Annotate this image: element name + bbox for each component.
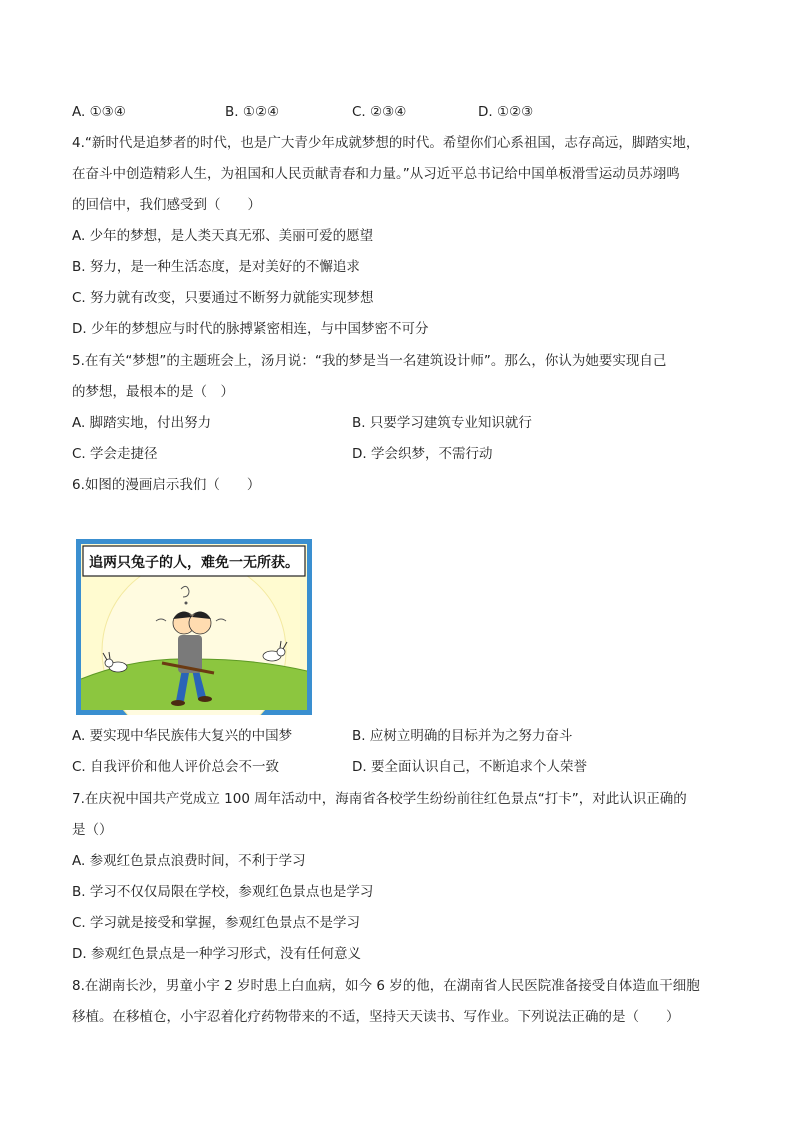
q4-option-b: B. 努力，是一种生活态度，是对美好的不懈追求 xyxy=(72,259,360,275)
q7-option-d: D. 参观红色景点是一种学习形式，没有任何意义 xyxy=(72,946,361,962)
q3-option-b: B. ①②④ xyxy=(225,104,280,120)
q4-stem-line-3: 的回信中，我们感受到（ ） xyxy=(72,197,261,213)
q4-option-a: A. 少年的梦想，是人类天真无邪、美丽可爱的愿望 xyxy=(72,228,374,244)
q4-option-d: D. 少年的梦想应与时代的脉搏紧密相连，与中国梦密不可分 xyxy=(72,321,429,337)
q5-option-d: D. 学会织梦，不需行动 xyxy=(352,446,493,462)
q8-stem-line-2: 移植。在移植仓，小宇忍着化疗药物带来的不适，坚持天天读书、写作业。下列说法正确的是（ ） xyxy=(72,1009,680,1025)
q7-option-a: A. 参观红色景点浪费时间，不利于学习 xyxy=(72,853,306,869)
q6-option-c: C. 自我评价和他人评价总会不一致 xyxy=(72,759,280,775)
q6-option-d: D. 要全面认识自己，不断追求个人荣誉 xyxy=(352,759,587,775)
q7-stem-line-2: 是（） xyxy=(72,822,113,838)
q5-option-c: C. 学会走捷径 xyxy=(72,446,158,462)
q6-option-a: A. 要实现中华民族伟大复兴的中国梦 xyxy=(72,728,293,744)
q8-stem-line-1: 8.在湖南长沙，男童小宇 2 岁时患上白血病，如今 6 岁的他，在湖南省人民医院准备接受自体造血干细胞 xyxy=(72,978,700,994)
q7-option-c: C. 学习就是接受和掌握，参观红色景点不是学习 xyxy=(72,915,361,931)
q3-option-a: A. ①③④ xyxy=(72,104,126,120)
comic-illustration xyxy=(76,539,312,715)
q3-option-d: D. ①②③ xyxy=(478,104,534,120)
q4-stem-line-1: 4.“新时代是追梦者的时代，也是广大青少年成就梦想的时代。希望你们心系祖国，志存高远，脚踏实地， xyxy=(72,135,700,151)
q5-option-b: B. 只要学习建筑专业知识就行 xyxy=(352,415,532,431)
q5-option-a: A. 脚踏实地，付出努力 xyxy=(72,415,212,431)
q4-stem-line-2: 在奋斗中创造精彩人生，为祖国和人民贡献青春和力量。”从习近平总书记给中国单板滑雪运动员苏翊鸣 xyxy=(72,166,680,182)
q4-option-c: C. 努力就有改变，只要通过不断努力就能实现梦想 xyxy=(72,290,374,306)
q6-stem: 6.如图的漫画启示我们（ ） xyxy=(72,477,261,493)
q5-stem-line-1: 5.在有关“梦想”的主题班会上，汤月说：“我的梦是当一名建筑设计师”。那么，你认为她要实现自己 xyxy=(72,353,667,369)
q7-stem-line-1: 7.在庆祝中国共产党成立 100 周年活动中，海南省各校学生纷纷前往红色景点“打卡”，对此认识正确的 xyxy=(72,791,687,807)
q7-option-b: B. 学习不仅仅局限在学校，参观红色景点也是学习 xyxy=(72,884,374,900)
q6-option-b: B. 应树立明确的目标并为之努力奋斗 xyxy=(352,728,573,744)
q3-option-c: C. ②③④ xyxy=(352,104,407,120)
comic-caption: 追两只兔子的人，难免一无所获。 xyxy=(89,555,299,571)
q5-stem-line-2: 的梦想，最根本的是（ ） xyxy=(72,384,234,400)
